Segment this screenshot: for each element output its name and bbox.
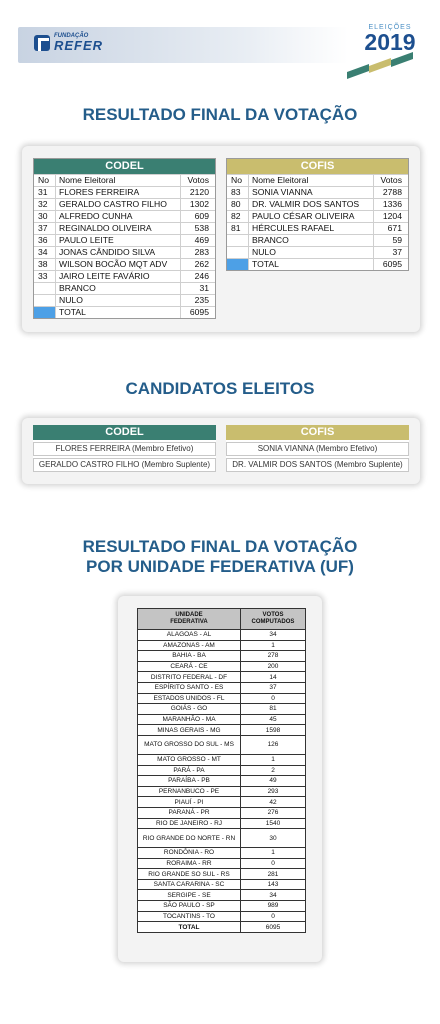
candidate-votes: 37: [392, 247, 402, 257]
uf-row: [138, 796, 305, 807]
candidate-name: DR. VALMIR DOS SANTOS: [249, 199, 374, 210]
candidate-votes: 246: [194, 271, 209, 281]
cofis-elected-substitute: DR. VALMIR DOS SANTOS (Membro Suplente): [226, 458, 409, 472]
candidate-number: 83: [227, 187, 249, 198]
uf-votes: 1598: [265, 726, 281, 734]
uf-row: [138, 818, 305, 829]
elections-stripes-icon: [345, 58, 425, 80]
uf-state: SÃO PAULO - SP: [138, 901, 241, 911]
uf-votes: 45: [269, 716, 277, 724]
uf-results-table: [137, 608, 306, 933]
table-row: [227, 186, 408, 198]
uf-votes: 989: [267, 902, 279, 910]
uf-votes: 1: [271, 756, 275, 764]
candidate-name: WILSON BOCÃO MQT ADV: [56, 259, 181, 270]
uf-votes: 0: [271, 694, 275, 702]
table-row: [227, 246, 408, 258]
candidate-number: [34, 283, 56, 294]
uf-state: RORAIMA - RR: [138, 859, 241, 869]
candidate-votes: 469: [194, 235, 209, 245]
candidate-number: 38: [34, 259, 56, 270]
uf-state: GOIÁS - GO: [138, 704, 241, 714]
candidate-number: [227, 247, 249, 258]
candidate-name: NULO: [56, 295, 181, 306]
uf-row: [138, 879, 305, 890]
uf-state: DISTRITO FEDERAL - DF: [138, 672, 241, 682]
uf-row: [138, 868, 305, 879]
uf-votes: 0: [271, 859, 275, 867]
uf-state: RIO GRANDE DO NORTE - RN: [138, 829, 241, 847]
uf-row: [138, 703, 305, 714]
uf-votes: 81: [269, 705, 277, 713]
table-row: [34, 282, 215, 294]
candidate-name: SONIA VIANNA: [249, 187, 374, 198]
candidate-name: FLORES FERREIRA: [56, 187, 181, 198]
candidate-name: BRANCO: [249, 235, 374, 246]
uf-state: MINAS GERAIS - MG: [138, 725, 241, 735]
codel-header: CODEL: [34, 159, 215, 174]
uf-row: [138, 765, 305, 776]
uf-state: MARANHÃO - MA: [138, 715, 241, 725]
elections-logo: [355, 24, 425, 54]
candidate-votes: 6095: [382, 259, 402, 269]
uf-votes: 0: [271, 912, 275, 920]
uf-state: MATO GROSSO - MT: [138, 755, 241, 765]
candidate-name: GERALDO CASTRO FILHO: [56, 199, 181, 210]
codel-columns-row: [34, 174, 215, 186]
cofis-results-table: [226, 158, 409, 271]
col-name: Nome Eleitoral: [249, 175, 374, 186]
total-swatch: [34, 307, 56, 318]
codel-elected: [33, 425, 216, 472]
uf-state: BAHIA - BA: [138, 651, 241, 661]
uf-state: TOCANTINS - TO: [138, 912, 241, 922]
table-row: [227, 210, 408, 222]
candidate-votes: 1204: [382, 211, 402, 221]
section3-title-line2: POR UNIDADE FEDERATIVA (UF): [86, 557, 354, 576]
uf-state: CEARÁ - CE: [138, 662, 241, 672]
uf-votes: 143: [267, 881, 279, 889]
uf-row: [138, 889, 305, 900]
total-swatch: [227, 259, 249, 270]
candidate-name: JAIRO LEITE FAVÁRIO: [56, 271, 181, 282]
table-row: [34, 222, 215, 234]
uf-votes: 1540: [265, 819, 281, 827]
table-row: [227, 222, 408, 234]
codel-elected-substitute: GERALDO CASTRO FILHO (Membro Suplente): [33, 458, 216, 472]
candidate-votes: 609: [194, 211, 209, 221]
candidate-votes: 2120: [189, 187, 209, 197]
candidate-number: 36: [34, 235, 56, 246]
uf-state: RIO DE JANEIRO - RJ: [138, 819, 241, 829]
uf-col-votes: VOTOS COMPUTADOS: [251, 612, 295, 625]
candidate-name: TOTAL: [56, 307, 181, 318]
uf-row: [138, 807, 305, 818]
uf-votes: 276: [267, 809, 279, 817]
uf-row: [138, 786, 305, 797]
uf-state: SERGIPE - SE: [138, 890, 241, 900]
col-votes: Votos: [187, 175, 209, 185]
logo-big-text: REFER: [54, 38, 104, 53]
uf-votes: 293: [267, 788, 279, 796]
codel-elected-effective: FLORES FERREIRA (Membro Efetivo): [33, 442, 216, 456]
uf-row: [138, 900, 305, 911]
candidate-number: [227, 235, 249, 246]
uf-header-row: [138, 609, 305, 629]
table-row: [227, 198, 408, 210]
uf-row: [138, 775, 305, 786]
uf-votes: 1: [271, 849, 275, 857]
candidate-votes: 262: [194, 259, 209, 269]
candidate-number: 34: [34, 247, 56, 258]
candidate-name: BRANCO: [56, 283, 181, 294]
candidate-votes: 2788: [382, 187, 402, 197]
uf-row: [138, 714, 305, 725]
candidate-number: 82: [227, 211, 249, 222]
refer-logo-icon: [34, 35, 50, 51]
uf-votes: 278: [267, 652, 279, 660]
uf-votes: 281: [267, 870, 279, 878]
uf-state: RONDÔNIA - RO: [138, 848, 241, 858]
uf-col-state: UNIDADE FEDERATIVA: [138, 609, 241, 629]
uf-state: PIAUÍ - PI: [138, 797, 241, 807]
uf-state: SANTA CARARINA - SC: [138, 880, 241, 890]
uf-row: [138, 682, 305, 693]
uf-state: PARANÁ - PR: [138, 808, 241, 818]
uf-row: [138, 640, 305, 651]
uf-votes: 1: [271, 641, 275, 649]
candidate-votes: 538: [194, 223, 209, 233]
uf-row: [138, 847, 305, 858]
table-row: [34, 186, 215, 198]
cofis-header: COFIS: [227, 159, 408, 174]
uf-votes: 37: [269, 684, 277, 692]
col-no: No: [34, 175, 56, 186]
uf-votes: 34: [269, 631, 277, 639]
uf-row: [138, 650, 305, 661]
table-row: [34, 294, 215, 306]
table-row: [34, 258, 215, 270]
candidate-number: 33: [34, 271, 56, 282]
total-row: [34, 306, 215, 318]
candidate-number: 32: [34, 199, 56, 210]
candidate-votes: 1302: [189, 199, 209, 209]
uf-votes: 2: [271, 766, 275, 774]
candidate-number: 31: [34, 187, 56, 198]
candidate-votes: 283: [194, 247, 209, 257]
col-name: Nome Eleitoral: [56, 175, 181, 186]
uf-row: [138, 671, 305, 682]
candidate-name: ALFREDO CUNHA: [56, 211, 181, 222]
candidate-number: 30: [34, 211, 56, 222]
elections-year: 2019: [364, 29, 416, 55]
candidate-number: 80: [227, 199, 249, 210]
uf-state: ESPÍRITO SANTO - ES: [138, 683, 241, 693]
candidate-name: JONAS CÂNDIDO SILVA: [56, 247, 181, 258]
table-row: [34, 210, 215, 222]
table-row: [34, 246, 215, 258]
candidate-name: NULO: [249, 247, 374, 258]
candidate-votes: 6095: [189, 307, 209, 317]
candidate-name: TOTAL: [249, 259, 374, 270]
candidate-name: REGINALDO OLIVEIRA: [56, 223, 181, 234]
uf-votes: 42: [269, 798, 277, 806]
uf-votes: 30: [269, 834, 277, 842]
uf-row: [138, 693, 305, 704]
candidate-name: HÉRCULES RAFAEL: [249, 223, 374, 234]
table-row: [34, 234, 215, 246]
candidate-votes: 31: [199, 283, 209, 293]
logo-small-text: FUNDAÇÃO: [54, 33, 89, 39]
uf-state: PERNANBUCO - PE: [138, 787, 241, 797]
table-row: [34, 270, 215, 282]
cofis-elected: [226, 425, 409, 472]
uf-votes: 34: [269, 891, 277, 899]
uf-state: ALAGOAS - AL: [138, 630, 241, 640]
uf-row: [138, 724, 305, 735]
candidate-votes: 671: [387, 223, 402, 233]
candidate-votes: 59: [392, 235, 402, 245]
codel-elected-header: CODEL: [33, 425, 216, 440]
uf-state: MATO GROSSO DO SUL - MS: [138, 736, 241, 754]
section3-title-line1: RESULTADO FINAL DA VOTAÇÃO: [82, 537, 358, 556]
col-no: No: [227, 175, 249, 186]
section2-title: CANDIDATOS ELEITOS: [125, 379, 315, 398]
uf-row: [138, 858, 305, 869]
cofis-elected-effective: SONIA VIANNA (Membro Efetivo): [226, 442, 409, 456]
uf-row: [138, 754, 305, 765]
candidate-name: PAULO CÉSAR OLIVEIRA: [249, 211, 374, 222]
table-row: [227, 234, 408, 246]
uf-row: [138, 911, 305, 922]
uf-votes: 14: [269, 673, 277, 681]
candidate-votes: 235: [194, 295, 209, 305]
total-row: [227, 258, 408, 270]
uf-state: RIO GRANDE SO SUL - RS: [138, 869, 241, 879]
candidate-name: PAULO LEITE: [56, 235, 181, 246]
candidate-number: [34, 295, 56, 306]
fundacao-refer-logo: [34, 33, 103, 52]
uf-votes: 200: [267, 663, 279, 671]
uf-state: PARÁ - PA: [138, 766, 241, 776]
candidate-number: 37: [34, 223, 56, 234]
candidate-votes: 1336: [382, 199, 402, 209]
uf-votes: 6095: [265, 923, 281, 931]
codel-results-table: [33, 158, 216, 319]
uf-row: [138, 661, 305, 672]
cofis-columns-row: [227, 174, 408, 186]
section1-title: RESULTADO FINAL DA VOTAÇÃO: [82, 105, 358, 124]
uf-row: [138, 629, 305, 640]
uf-state: TOTAL: [138, 922, 241, 932]
uf-state: AMAZONAS - AM: [138, 641, 241, 651]
table-row: [34, 198, 215, 210]
uf-votes: 49: [269, 777, 277, 785]
uf-state: ESTADOS UNIDOS - FL: [138, 694, 241, 704]
uf-row: [138, 735, 305, 754]
uf-total-row: [138, 921, 305, 932]
uf-votes: 126: [267, 741, 279, 749]
uf-state: PARAÍBA - PB: [138, 776, 241, 786]
col-votes: Votos: [380, 175, 402, 185]
cofis-elected-header: COFIS: [226, 425, 409, 440]
uf-row: [138, 828, 305, 847]
candidate-number: 81: [227, 223, 249, 234]
elections-label: ELEIÇÕES: [368, 24, 412, 31]
